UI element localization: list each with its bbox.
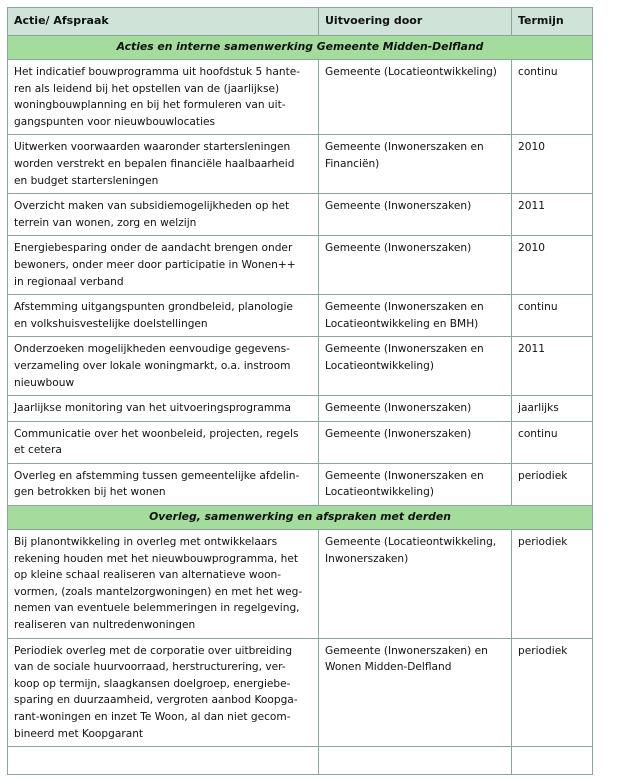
empty-cell: [319, 747, 512, 775]
action-cell: [8, 194, 319, 236]
table-row: [8, 337, 593, 396]
header-row: [8, 8, 593, 36]
section-row: [8, 506, 593, 530]
header-term: Termijn: [512, 8, 593, 36]
action-cell-line: woningbouwplanning en bij het formuleren van uit-: [14, 99, 286, 112]
action-cell-line: Het indicatief bouwprogramma uit hoofdstuk 5 hante-: [14, 66, 301, 78]
executed-by-cell: [319, 421, 512, 463]
action-cell-line: Onderzoeken mogelijkheden eenvoudige gegevens-: [14, 343, 290, 356]
header-action: Actie/ Afspraak: [8, 8, 319, 36]
action-cell-line: et cetera: [14, 444, 62, 457]
action-cell-line: bewoners, onder meer door participatie in Wonen++: [14, 258, 296, 271]
action-cell-line: gangspunten voor nieuwbouwlocaties: [14, 115, 216, 128]
section-title: Overleg, samenwerking en afspraken met derden: [8, 506, 593, 530]
executed-by-cell: [319, 638, 512, 747]
action-cell-line: bineerd met Koopgarant: [14, 727, 144, 740]
table-row: [8, 463, 593, 505]
term-cell: periodiek: [512, 530, 593, 639]
executed-by-cell: [319, 60, 512, 135]
action-cell-line: in regionaal verband: [14, 275, 124, 288]
action-cell-line: vormen, (zoals mantelzorgwoningen) en met het weg-: [14, 585, 303, 598]
action-cell-line: Communicatie over het woonbeleid, projecten, regels: [14, 427, 299, 440]
executed-by-cell-line: Gemeente (Inwonerszaken en: [325, 343, 484, 356]
action-cell-line: sparing en duurzaamheid, vergroten aanbod Koopga-: [14, 694, 298, 707]
table-row: [8, 396, 593, 422]
action-cell-line: Energiebesparing onder de aandacht brengen onder: [14, 242, 293, 255]
executed-by-cell-line: Gemeente (Inwonerszaken): [325, 427, 472, 440]
action-cell-line: Overleg en afstemming tussen gemeentelijke afdelin-: [14, 469, 300, 482]
action-cell: [8, 60, 319, 135]
term-cell: 2010: [512, 236, 593, 295]
action-cell-line: Overzicht maken van subsidiemogelijkheden op het: [14, 200, 290, 213]
empty-cell: [512, 747, 593, 775]
table-row: [8, 60, 593, 135]
executed-by-cell-line: Gemeente (Inwonerszaken): [325, 242, 472, 255]
action-cell-line: en volkshuisvestelijke doelstellingen: [14, 317, 208, 330]
action-cell: [8, 295, 319, 337]
action-cell-line: en budget startersleningen: [14, 174, 159, 187]
action-cell-line: op kleine schaal realiseren van alternatieve woon-: [14, 569, 282, 582]
header-executed-by: Uitvoering door: [319, 8, 512, 36]
term-cell: periodiek: [512, 638, 593, 747]
action-cell: [8, 135, 319, 194]
executed-by-cell-line: Gemeente (Inwonerszaken en: [325, 301, 484, 314]
action-cell-line: Jaarlijkse monitoring van het uitvoeringsprogramma: [14, 402, 291, 415]
executed-by-cell-line: Gemeente (Inwonerszaken): [325, 200, 472, 213]
executed-by-cell-line: Locatieontwikkeling): [325, 486, 434, 499]
term-cell: continu: [512, 60, 593, 135]
action-cell-line: gen betrokken bij het wonen: [14, 486, 166, 499]
action-cell-line: Uitwerken voorwaarden waaronder startersleningen: [14, 141, 291, 154]
section-row: [8, 36, 593, 60]
executed-by-cell-line: Financiën): [325, 157, 380, 170]
action-cell-line: nemen van eventuele belemmeringen in regelgeving,: [14, 602, 300, 615]
action-cell: [8, 463, 319, 505]
action-cell-line: verzameling over lokale woningmarkt, o.a. instroom: [14, 359, 291, 372]
action-cell-line: rant-woningen en inzet Te Woon, al dan niet gecom-: [14, 711, 291, 723]
table-row: [8, 236, 593, 295]
executed-by-cell-line: Gemeente (Inwonerszaken en: [325, 141, 484, 154]
executed-by-cell: [319, 194, 512, 236]
action-cell-line: koop op termijn, slaagkansen doelgroep, energiebe-: [14, 677, 291, 690]
table-row: [8, 295, 593, 337]
executed-by-cell-line: Gemeente (Locatieontwikkeling): [325, 66, 497, 78]
section-title: Acties en interne samenwerking Gemeente Midden-Delfland: [8, 36, 593, 60]
executed-by-cell: [319, 236, 512, 295]
executed-by-cell: [319, 396, 512, 422]
action-cell-line: nieuwbouw: [14, 376, 75, 389]
table-row: [8, 421, 593, 463]
empty-cell: [8, 747, 319, 775]
executed-by-cell-line: Gemeente (Inwonerszaken) en: [325, 644, 488, 657]
executed-by-cell: [319, 530, 512, 639]
table-row: [8, 135, 593, 194]
action-cell-line: ren als leidend bij het opstellen van de (jaarlijkse): [14, 82, 280, 95]
action-cell-line: worden verstrekt en bepalen financiële haalbaarheid: [14, 157, 295, 170]
action-cell-line: van de sociale huurvoorraad, herstructurering, ver-: [14, 661, 286, 674]
action-cell-line: Bij planontwikkeling in overleg met ontwikkelaars: [14, 536, 278, 549]
executed-by-cell: [319, 337, 512, 396]
table-row: [8, 194, 593, 236]
term-cell: continu: [512, 421, 593, 463]
executed-by-cell-line: Locatieontwikkeling en BMH): [325, 317, 479, 330]
action-cell-line: terrein van wonen, zorg en welzijn: [14, 216, 197, 229]
action-table: [7, 7, 593, 775]
empty-row: [8, 747, 593, 775]
term-cell: periodiek: [512, 463, 593, 505]
action-cell: [8, 396, 319, 422]
term-cell: 2011: [512, 194, 593, 236]
executed-by-cell: [319, 295, 512, 337]
executed-by-cell: [319, 463, 512, 505]
term-cell: jaarlijks: [512, 396, 593, 422]
term-cell: 2011: [512, 337, 593, 396]
action-cell: [8, 530, 319, 639]
executed-by-cell-line: Gemeente (Inwonerszaken): [325, 402, 472, 415]
action-cell-line: Afstemming uitgangspunten grondbeleid, planologie: [14, 301, 293, 314]
table-row: [8, 638, 593, 747]
executed-by-cell-line: Inwonerszaken): [325, 552, 409, 565]
executed-by-cell-line: Gemeente (Inwonerszaken en: [325, 469, 484, 482]
action-cell-line: realiseren van nultredenwoningen: [14, 619, 196, 632]
executed-by-cell-line: Gemeente (Locatieontwikkeling,: [325, 536, 497, 549]
executed-by-cell-line: Locatieontwikkeling): [325, 359, 434, 372]
executed-by-cell: [319, 135, 512, 194]
action-cell: [8, 337, 319, 396]
action-cell: [8, 236, 319, 295]
action-cell-line: Periodiek overleg met de corporatie over uitbreiding: [14, 644, 293, 657]
action-cell: [8, 421, 319, 463]
executed-by-cell-line: Wonen Midden-Delfland: [325, 661, 452, 674]
term-cell: 2010: [512, 135, 593, 194]
table-row: [8, 530, 593, 639]
action-cell: [8, 638, 319, 747]
term-cell: continu: [512, 295, 593, 337]
action-cell-line: rekening houden met het nieuwbouwprogramma, het: [14, 552, 299, 565]
